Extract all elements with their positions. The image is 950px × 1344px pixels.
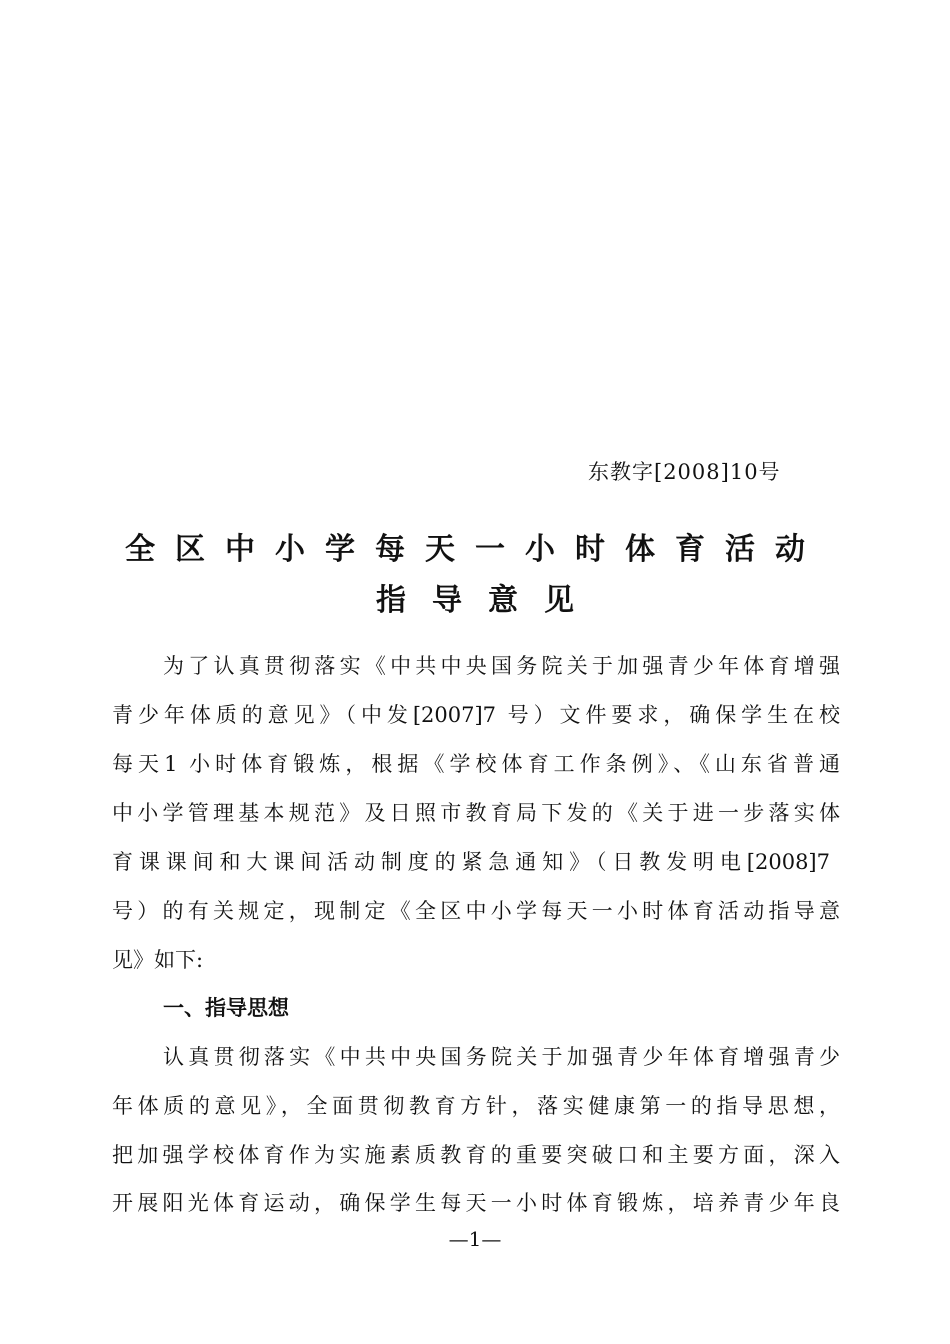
paragraph-1-line: 见》如下: [112, 948, 204, 972]
paragraph-1-line: 号）的有关规定，现制定《全区中小学每天一小时体育活动指导意 [112, 899, 840, 923]
document-number: 东教字[2008]10号 [588, 460, 781, 484]
paragraph-2-line: 把加强学校体育作为实施素质教育的重要突破口和主要方面，深入 [112, 1143, 840, 1167]
paragraph-2-line: 认真贯彻落实《中共中央国务院关于加强青少年体育增强青少 [163, 1045, 840, 1069]
paragraph-1-line: 每天1 小时体育锻炼，根据《学校体育工作条例》、《山东省普通 [112, 752, 840, 776]
page-number: —1— [448, 1227, 502, 1251]
section-heading: 一、指导思想 [163, 996, 289, 1020]
document-title-line-1: 全区中小学每天一小时体育活动 [125, 532, 825, 567]
paragraph-2-line: 年体质的意见》，全面贯彻教育方针，落实健康第一的指导思想， [112, 1094, 840, 1118]
paragraph-2-line: 开展阳光体育运动，确保学生每天一小时体育锻炼，培养青少年良 [112, 1191, 840, 1215]
paragraph-1-line: 育课课间和大课间活动制度的紧急通知》（日教发明电[2008]7 [112, 850, 830, 874]
paragraph-1-line: 青少年体质的意见》（中发[2007]7 号）文件要求，确保学生在校 [112, 703, 840, 727]
paragraph-1-line: 为了认真贯彻落实《中共中央国务院关于加强青少年体育增强 [163, 654, 840, 678]
paragraph-1-line: 中小学管理基本规范》及日照市教育局下发的《关于进一步落实体 [112, 801, 840, 825]
document-title-line-2: 指导意见 [376, 583, 600, 618]
